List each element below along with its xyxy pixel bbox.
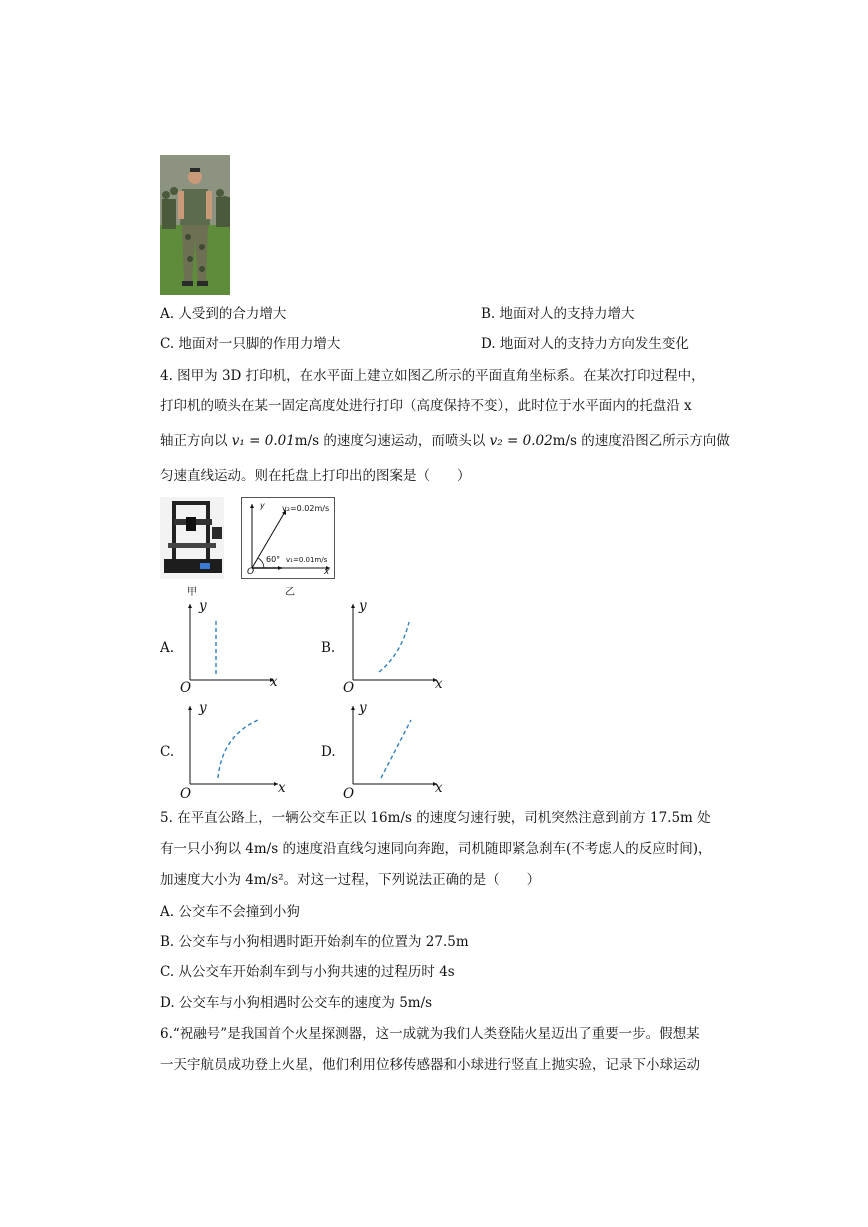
printer-photo — [160, 497, 224, 579]
q3-option-b[interactable]: B. 地面对人的支持力增大 — [481, 306, 635, 322]
q5-option-b[interactable]: B. 公交车与小狗相遇时距开始刹车的位置为 27.5m — [160, 934, 469, 950]
q4-a-x-label: x — [270, 674, 278, 690]
figure-yi-v1-label: v₁=0.01m/s — [286, 556, 328, 564]
figure-yi-coordinate-diagram — [241, 497, 335, 579]
q3-option-a[interactable]: A. 人受到的合力增大 — [160, 306, 287, 322]
q4-a-y-label: y — [199, 598, 207, 614]
q3-option-c[interactable]: C. 地面对一只脚的作用力增大 — [160, 336, 341, 352]
q4-option-b-label[interactable]: B. — [321, 640, 336, 656]
q5-option-d[interactable]: D. 公交车与小狗相遇时公交车的速度为 5m/s — [160, 995, 433, 1011]
v1-expression: v₁ = 0.01 — [231, 433, 295, 449]
q4-option-d-graph[interactable] — [343, 700, 443, 800]
q4-c-origin-label: O — [180, 786, 192, 802]
v2-expression: v₂ = 0.02 — [489, 433, 553, 449]
figure-yi-v2-label: v₂=0.02m/s — [282, 504, 330, 513]
q4-option-a-graph[interactable] — [180, 598, 280, 694]
figure-yi-x-label: x — [324, 567, 330, 577]
q4-b-y-label: y — [359, 598, 367, 614]
q4-option-c-graph[interactable] — [180, 700, 286, 800]
q4-d-origin-label: O — [343, 786, 355, 802]
q4-stem-line4: 匀速直线运动。则在托盘上打印出的图案是（ ） — [160, 468, 471, 484]
figure-yi-origin-label: O — [247, 567, 255, 577]
figure-jia-caption: 甲 — [187, 587, 197, 598]
figure-yi-y-label: y — [260, 501, 265, 510]
q5-stem-line2: 有一只小狗以 4m/s 的速度沿直线匀速同向奔跑，司机随即紧急刹车(不考虑人的反应时间)， — [160, 841, 712, 857]
q5-option-a[interactable]: A. 公交车不会撞到小狗 — [160, 904, 300, 920]
q4-option-d-label[interactable]: D. — [321, 744, 336, 760]
q4-line3-part-c: m/s 的速度沿图乙所示方向做 — [552, 433, 730, 449]
q4-stem-line2: 打印机的喷头在某一固定高度处进行打印（高度保持不变），此时位于水平面内的托盘沿 x — [160, 398, 692, 414]
q4-a-origin-label: O — [180, 680, 192, 696]
q4-option-a-label[interactable]: A. — [160, 640, 175, 656]
q6-stem-line2: 一天宇航员成功登上火星，他们利用位移传感器和小球进行竖直上抛实验，记录下小球运动 — [160, 1057, 700, 1073]
soldier-photo — [160, 155, 230, 295]
q4-option-b-graph[interactable] — [343, 598, 443, 694]
q6-stem-line1: 6.“祝融号”是我国首个火星探测器，这一成就为我们人类登陆火星迈出了重要一步。假想某 — [160, 1026, 700, 1042]
q3-option-d[interactable]: D. 地面对人的支持力方向发生变化 — [481, 336, 689, 352]
q4-b-x-label: x — [435, 676, 443, 692]
q5-option-c[interactable]: C. 从公交车开始刹车到与小狗共速的过程历时 4s — [160, 964, 455, 980]
q4-stem-line1: 4. 图甲为 3D 打印机，在水平面上建立如图乙所示的平面直角坐标系。在某次打印过程中， — [160, 368, 705, 384]
q4-option-c-label[interactable]: C. — [160, 744, 175, 760]
q5-stem-line1: 5. 在平直公路上，一辆公交车正以 16m/s 的速度匀速行驶，司机突然注意到前方 17.5m 处 — [160, 810, 711, 826]
figure-yi-angle-label: 60° — [266, 555, 281, 564]
q4-d-x-label: x — [435, 780, 443, 796]
figure-yi-caption: 乙 — [285, 587, 295, 598]
q4-c-y-label: y — [199, 700, 207, 716]
q4-stem-line3 — [160, 431, 730, 451]
q4-d-y-label: y — [359, 700, 367, 716]
q4-line3-part-a: 轴正方向以 — [160, 433, 228, 449]
q5-stem-line3: 加速度大小为 4m/s²。对这一过程，下列说法正确的是（ ） — [160, 872, 541, 888]
q4-b-origin-label: O — [343, 680, 355, 696]
q4-line3-part-b: m/s 的速度匀速运动，而喷头以 — [294, 433, 486, 449]
q4-c-x-label: x — [278, 780, 286, 796]
